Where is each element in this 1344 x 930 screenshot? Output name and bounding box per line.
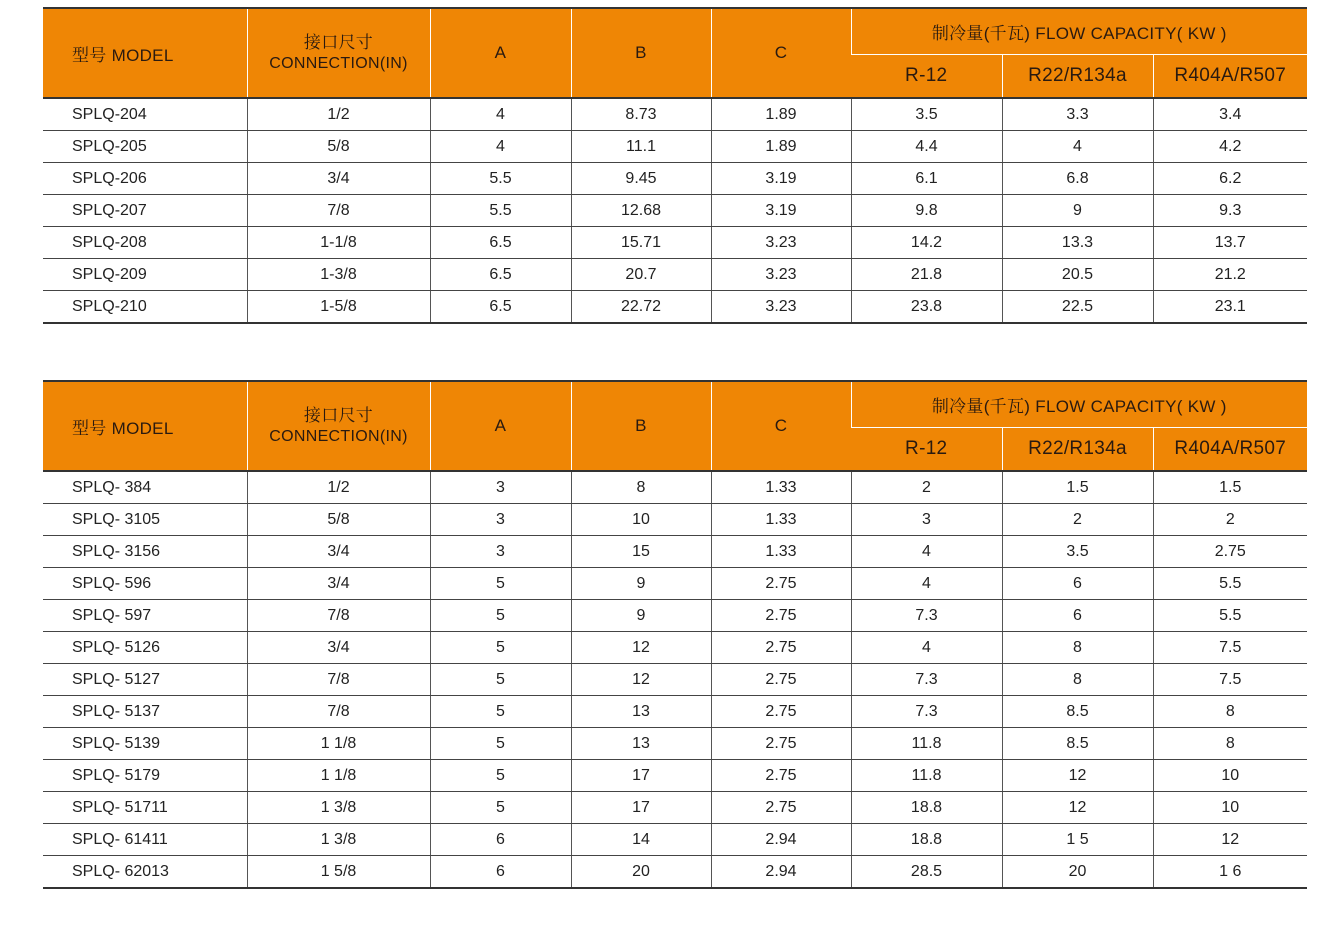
- cell-c: 2.75: [711, 696, 851, 728]
- cell-connection: 1/2: [247, 98, 430, 131]
- cell-b: 9.45: [571, 163, 711, 195]
- cell-b: 9: [571, 600, 711, 632]
- cell-connection: 1-1/8: [247, 227, 430, 259]
- header-r12: R-12: [851, 55, 1002, 99]
- cell-a: 5.5: [430, 195, 571, 227]
- cell-connection: 1/2: [247, 471, 430, 504]
- cell-connection: 1 3/8: [247, 824, 430, 856]
- cell-model: SPLQ- 596: [43, 568, 247, 600]
- cell-a: 6.5: [430, 259, 571, 291]
- header-a: A: [430, 8, 571, 98]
- cell-r12: 23.8: [851, 291, 1002, 324]
- cell-r404a-r507: 8: [1153, 728, 1307, 760]
- cell-r22-r134a: 8: [1002, 664, 1153, 696]
- cell-r22-r134a: 8.5: [1002, 696, 1153, 728]
- cell-r22-r134a: 6.8: [1002, 163, 1153, 195]
- cell-r22-r134a: 12: [1002, 760, 1153, 792]
- cell-b: 22.72: [571, 291, 711, 324]
- cell-r22-r134a: 8.5: [1002, 728, 1153, 760]
- cell-model: SPLQ- 5126: [43, 632, 247, 664]
- header-b: B: [571, 8, 711, 98]
- cell-a: 6: [430, 824, 571, 856]
- cell-r404a-r507: 7.5: [1153, 632, 1307, 664]
- header-r404a-r507: R404A/R507: [1153, 428, 1307, 472]
- cell-a: 6.5: [430, 227, 571, 259]
- cell-model: SPLQ- 5179: [43, 760, 247, 792]
- cell-r22-r134a: 1.5: [1002, 471, 1153, 504]
- cell-a: 4: [430, 98, 571, 131]
- cell-connection: 5/8: [247, 504, 430, 536]
- header-a: A: [430, 381, 571, 471]
- cell-b: 9: [571, 568, 711, 600]
- cell-a: 6: [430, 856, 571, 889]
- cell-r12: 11.8: [851, 728, 1002, 760]
- cell-r404a-r507: 12: [1153, 824, 1307, 856]
- cell-r404a-r507: 1.5: [1153, 471, 1307, 504]
- cell-model: SPLQ-205: [43, 131, 247, 163]
- table-row: [43, 536, 1307, 568]
- cell-c: 2.75: [711, 600, 851, 632]
- cell-connection: 7/8: [247, 195, 430, 227]
- header-flow-capacity: 制冷量(千瓦) FLOW CAPACITY( KW ): [851, 8, 1307, 55]
- cell-r404a-r507: 4.2: [1153, 131, 1307, 163]
- cell-r12: 28.5: [851, 856, 1002, 889]
- table-row: [43, 291, 1307, 324]
- cell-model: SPLQ- 5127: [43, 664, 247, 696]
- cell-connection: 7/8: [247, 664, 430, 696]
- cell-r404a-r507: 8: [1153, 696, 1307, 728]
- header-c: C: [711, 381, 851, 471]
- cell-connection: 1 5/8: [247, 856, 430, 889]
- cell-a: 5: [430, 728, 571, 760]
- header-connection: [247, 381, 430, 471]
- header-r404a-r507: R404A/R507: [1153, 55, 1307, 99]
- cell-b: 12: [571, 632, 711, 664]
- cell-connection: 1 1/8: [247, 760, 430, 792]
- cell-model: SPLQ-206: [43, 163, 247, 195]
- cell-a: 5: [430, 696, 571, 728]
- cell-r22-r134a: 20: [1002, 856, 1153, 889]
- cell-r22-r134a: 20.5: [1002, 259, 1153, 291]
- cell-r12: 4: [851, 536, 1002, 568]
- cell-r12: 6.1: [851, 163, 1002, 195]
- cell-connection: 5/8: [247, 131, 430, 163]
- header-connection-cn: 接口尺寸: [303, 406, 374, 425]
- cell-r22-r134a: 2: [1002, 504, 1153, 536]
- cell-a: 5: [430, 568, 571, 600]
- cell-model: SPLQ-210: [43, 291, 247, 324]
- cell-c: 1.89: [711, 98, 851, 131]
- cell-c: 1.89: [711, 131, 851, 163]
- cell-r22-r134a: 3.5: [1002, 536, 1153, 568]
- cell-b: 12.68: [571, 195, 711, 227]
- cell-connection: 7/8: [247, 600, 430, 632]
- cell-r404a-r507: 1 6: [1153, 856, 1307, 889]
- cell-r404a-r507: 5.5: [1153, 568, 1307, 600]
- table-row: [43, 856, 1307, 889]
- cell-r12: 14.2: [851, 227, 1002, 259]
- cell-b: 14: [571, 824, 711, 856]
- cell-c: 2.75: [711, 760, 851, 792]
- header-flow-capacity: 制冷量(千瓦) FLOW CAPACITY( KW ): [851, 381, 1307, 428]
- cell-c: 2.75: [711, 792, 851, 824]
- cell-b: 12: [571, 664, 711, 696]
- header-connection-cn: 接口尺寸: [303, 33, 374, 52]
- cell-connection: 3/4: [247, 163, 430, 195]
- cell-c: 1.33: [711, 471, 851, 504]
- table-row: [43, 568, 1307, 600]
- cell-model: SPLQ- 384: [43, 471, 247, 504]
- cell-r12: 3.5: [851, 98, 1002, 131]
- header-connection-en: CONNECTION(IN): [269, 55, 408, 72]
- cell-a: 4: [430, 131, 571, 163]
- cell-c: 1.33: [711, 504, 851, 536]
- cell-b: 11.1: [571, 131, 711, 163]
- table-row: [43, 632, 1307, 664]
- cell-r22-r134a: 9: [1002, 195, 1153, 227]
- cell-model: SPLQ- 5137: [43, 696, 247, 728]
- cell-r404a-r507: 6.2: [1153, 163, 1307, 195]
- table-row: [43, 600, 1307, 632]
- header-r22-r134a: R22/R134a: [1002, 55, 1153, 99]
- cell-c: 2.75: [711, 728, 851, 760]
- header-b: B: [571, 381, 711, 471]
- cell-connection: 1-3/8: [247, 259, 430, 291]
- table-row: [43, 98, 1307, 131]
- spec-table-1: [43, 7, 1307, 324]
- cell-model: SPLQ- 3156: [43, 536, 247, 568]
- cell-b: 10: [571, 504, 711, 536]
- header-connection-en: CONNECTION(IN): [269, 428, 408, 445]
- cell-r22-r134a: 1 5: [1002, 824, 1153, 856]
- table-row: [43, 227, 1307, 259]
- table-row: [43, 163, 1307, 195]
- header-c: C: [711, 8, 851, 98]
- cell-a: 6.5: [430, 291, 571, 324]
- cell-connection: 3/4: [247, 536, 430, 568]
- cell-b: 20.7: [571, 259, 711, 291]
- cell-a: 3: [430, 504, 571, 536]
- cell-r12: 7.3: [851, 664, 1002, 696]
- cell-connection: 3/4: [247, 632, 430, 664]
- cell-model: SPLQ- 5139: [43, 728, 247, 760]
- cell-r22-r134a: 6: [1002, 568, 1153, 600]
- cell-b: 8.73: [571, 98, 711, 131]
- cell-b: 8: [571, 471, 711, 504]
- cell-r404a-r507: 2.75: [1153, 536, 1307, 568]
- cell-r22-r134a: 6: [1002, 600, 1153, 632]
- cell-r22-r134a: 22.5: [1002, 291, 1153, 324]
- cell-model: SPLQ-209: [43, 259, 247, 291]
- cell-b: 17: [571, 760, 711, 792]
- cell-a: 5: [430, 664, 571, 696]
- header-r12: R-12: [851, 428, 1002, 472]
- cell-r404a-r507: 23.1: [1153, 291, 1307, 324]
- table-row: [43, 195, 1307, 227]
- cell-model: SPLQ- 62013: [43, 856, 247, 889]
- cell-a: 5: [430, 600, 571, 632]
- table-body-1: [43, 98, 1307, 323]
- cell-model: SPLQ- 51711: [43, 792, 247, 824]
- header-r22-r134a: R22/R134a: [1002, 428, 1153, 472]
- header-model: 型号 MODEL: [43, 8, 247, 98]
- cell-r404a-r507: 10: [1153, 760, 1307, 792]
- cell-r404a-r507: 9.3: [1153, 195, 1307, 227]
- table-row: [43, 259, 1307, 291]
- cell-a: 3: [430, 471, 571, 504]
- spec-table-2: [43, 380, 1307, 889]
- table-row: [43, 696, 1307, 728]
- cell-connection: 7/8: [247, 696, 430, 728]
- cell-b: 13: [571, 728, 711, 760]
- cell-r12: 11.8: [851, 760, 1002, 792]
- cell-c: 3.23: [711, 291, 851, 324]
- cell-r12: 2: [851, 471, 1002, 504]
- cell-b: 13: [571, 696, 711, 728]
- cell-connection: 1 3/8: [247, 792, 430, 824]
- cell-r12: 4: [851, 632, 1002, 664]
- cell-model: SPLQ-208: [43, 227, 247, 259]
- cell-model: SPLQ- 61411: [43, 824, 247, 856]
- cell-model: SPLQ- 3105: [43, 504, 247, 536]
- table-row: [43, 131, 1307, 163]
- cell-c: 2.75: [711, 632, 851, 664]
- cell-r22-r134a: 4: [1002, 131, 1153, 163]
- cell-r404a-r507: 2: [1153, 504, 1307, 536]
- cell-r12: 18.8: [851, 792, 1002, 824]
- cell-c: 2.94: [711, 824, 851, 856]
- cell-r404a-r507: 10: [1153, 792, 1307, 824]
- cell-r12: 21.8: [851, 259, 1002, 291]
- table-body-2: [43, 471, 1307, 888]
- cell-a: 5.5: [430, 163, 571, 195]
- cell-r404a-r507: 3.4: [1153, 98, 1307, 131]
- table-row: [43, 792, 1307, 824]
- cell-a: 3: [430, 536, 571, 568]
- header-model: 型号 MODEL: [43, 381, 247, 471]
- cell-a: 5: [430, 632, 571, 664]
- cell-b: 15.71: [571, 227, 711, 259]
- cell-c: 1.33: [711, 536, 851, 568]
- cell-c: 3.23: [711, 227, 851, 259]
- cell-c: 3.19: [711, 195, 851, 227]
- cell-r12: 4: [851, 568, 1002, 600]
- cell-model: SPLQ- 597: [43, 600, 247, 632]
- cell-r12: 9.8: [851, 195, 1002, 227]
- cell-b: 15: [571, 536, 711, 568]
- cell-connection: 1-5/8: [247, 291, 430, 324]
- table-row: [43, 504, 1307, 536]
- cell-c: 2.75: [711, 664, 851, 696]
- cell-r12: 7.3: [851, 696, 1002, 728]
- table-row: [43, 760, 1307, 792]
- cell-r22-r134a: 13.3: [1002, 227, 1153, 259]
- cell-r22-r134a: 3.3: [1002, 98, 1153, 131]
- cell-connection: 1 1/8: [247, 728, 430, 760]
- cell-r22-r134a: 8: [1002, 632, 1153, 664]
- cell-connection: 3/4: [247, 568, 430, 600]
- cell-r22-r134a: 12: [1002, 792, 1153, 824]
- cell-c: 2.75: [711, 568, 851, 600]
- cell-r12: 3: [851, 504, 1002, 536]
- cell-c: 2.94: [711, 856, 851, 889]
- cell-r12: 7.3: [851, 600, 1002, 632]
- cell-r12: 18.8: [851, 824, 1002, 856]
- cell-r404a-r507: 13.7: [1153, 227, 1307, 259]
- cell-r404a-r507: 21.2: [1153, 259, 1307, 291]
- cell-b: 20: [571, 856, 711, 889]
- cell-r12: 4.4: [851, 131, 1002, 163]
- cell-a: 5: [430, 792, 571, 824]
- cell-model: SPLQ-204: [43, 98, 247, 131]
- table-row: [43, 728, 1307, 760]
- cell-model: SPLQ-207: [43, 195, 247, 227]
- cell-c: 3.19: [711, 163, 851, 195]
- table-row: [43, 664, 1307, 696]
- cell-b: 17: [571, 792, 711, 824]
- cell-r404a-r507: 7.5: [1153, 664, 1307, 696]
- cell-a: 5: [430, 760, 571, 792]
- header-connection: [247, 8, 430, 98]
- cell-c: 3.23: [711, 259, 851, 291]
- table-row: [43, 824, 1307, 856]
- table-row: [43, 471, 1307, 504]
- cell-r404a-r507: 5.5: [1153, 600, 1307, 632]
